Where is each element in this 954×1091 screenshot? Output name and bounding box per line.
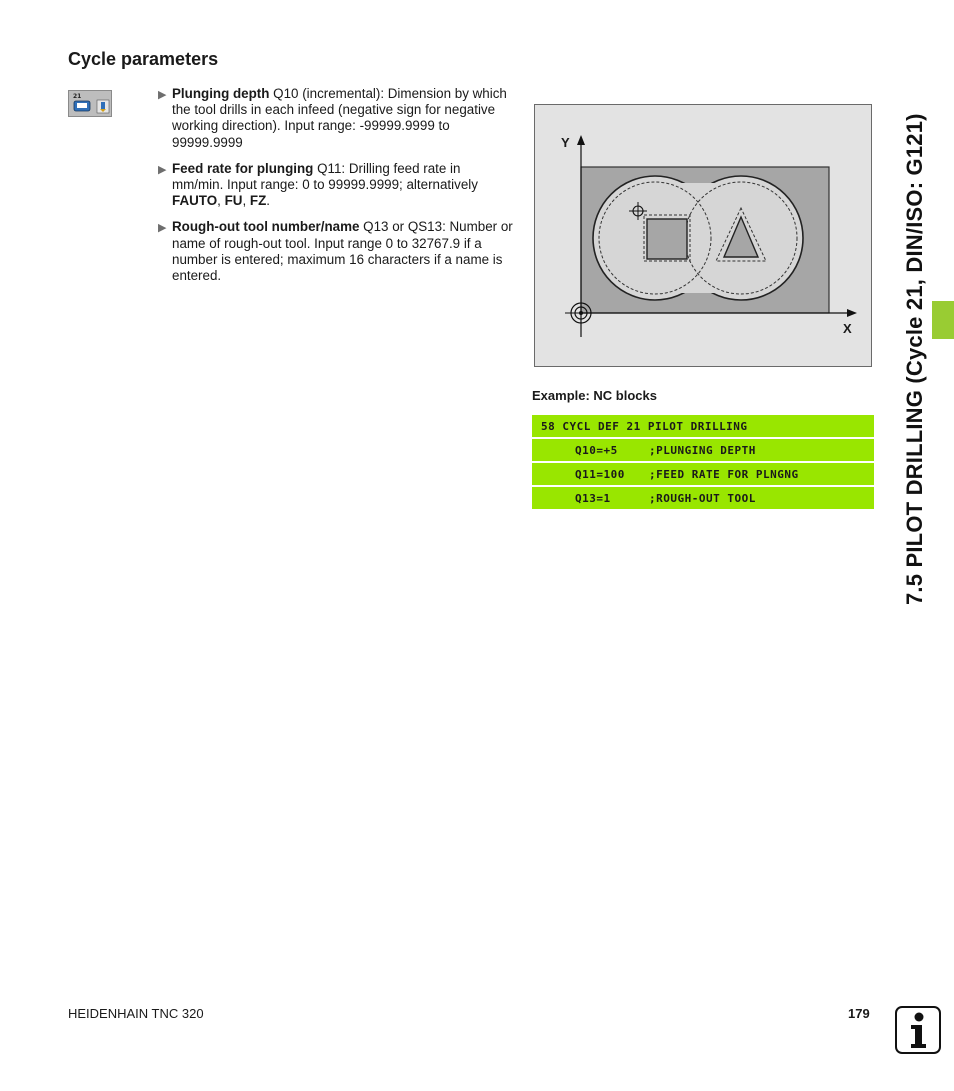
x-axis-label: X <box>843 321 852 336</box>
nc-block-comment: ;FEED RATE FOR PLNGNG <box>649 467 799 481</box>
param-description: Q13 or QS13: Number or name of rough-out tool. Input range 0 to 32767.9 if a number is entered; maximum 16 characters if a name is entered. <box>172 219 513 284</box>
page-number: 179 <box>848 1006 870 1021</box>
nc-block-row <box>532 415 874 437</box>
arrow-right-icon: ▶ <box>158 163 167 176</box>
y-axis-arrow <box>577 135 585 145</box>
param-feed-rate <box>158 161 514 210</box>
nc-block-row <box>532 463 874 485</box>
x-axis-arrow <box>847 309 857 317</box>
info-glyph <box>897 1008 939 1052</box>
footer-manual-name: HEIDENHAIN TNC 320 <box>68 1006 204 1021</box>
chapter-side-title: 7.5 PILOT DRILLING (Cycle 21, DIN/ISO: G121) <box>902 113 927 605</box>
island-square <box>647 219 687 259</box>
nc-block-value: Q10=+5 <box>575 443 618 457</box>
y-axis-label: Y <box>561 135 570 150</box>
option-fu: FU <box>224 193 243 209</box>
param-name: Feed rate for plunging <box>172 160 314 176</box>
separator: , <box>217 193 225 209</box>
parameter-list <box>158 86 514 294</box>
info-icon <box>895 1006 941 1054</box>
nc-block-value: Q13=1 <box>575 491 611 505</box>
param-description: Q10 (incremental): Dimension by which the tool drills in each infeed (negative sign for negative working direction). Input range: -99999.9999 to 99999.9999 <box>172 86 507 150</box>
softkey-number: 21 <box>73 93 82 100</box>
option-fz: FZ <box>249 193 267 209</box>
terminator: . <box>266 193 270 209</box>
cycle-21-softkey <box>68 90 112 117</box>
param-name: Rough-out tool number/name <box>172 219 360 235</box>
option-fauto: FAUTO <box>172 193 218 209</box>
section-title: Cycle parameters <box>68 49 219 69</box>
nc-block-comment: ;PLUNGING DEPTH <box>649 443 756 457</box>
arrow-right-icon: ▶ <box>158 89 167 101</box>
pilot-drilling-diagram <box>534 104 872 367</box>
nc-block-value: Q11=100 <box>575 467 625 481</box>
nc-block-list <box>532 415 874 511</box>
example-title: Example: NC blocks <box>532 388 657 403</box>
param-description: Q11: Drilling feed rate in mm/min. Input range: 0 to 99999.9999; alternatively <box>172 160 478 193</box>
param-name: Plunging depth <box>172 86 270 101</box>
nc-block-text: 58 CYCL DEF 21 PILOT DRILLING <box>541 419 748 433</box>
nc-block-row <box>532 487 874 509</box>
separator: , <box>242 193 250 209</box>
param-plunging-depth <box>158 86 514 151</box>
nc-block-comment: ;ROUGH-OUT TOOL <box>649 491 756 505</box>
chapter-tab <box>932 301 954 339</box>
param-rough-out-tool <box>158 219 514 284</box>
workpiece-drawing <box>535 105 873 368</box>
arrow-right-icon: ▶ <box>158 222 167 235</box>
nc-block-row <box>532 439 874 461</box>
